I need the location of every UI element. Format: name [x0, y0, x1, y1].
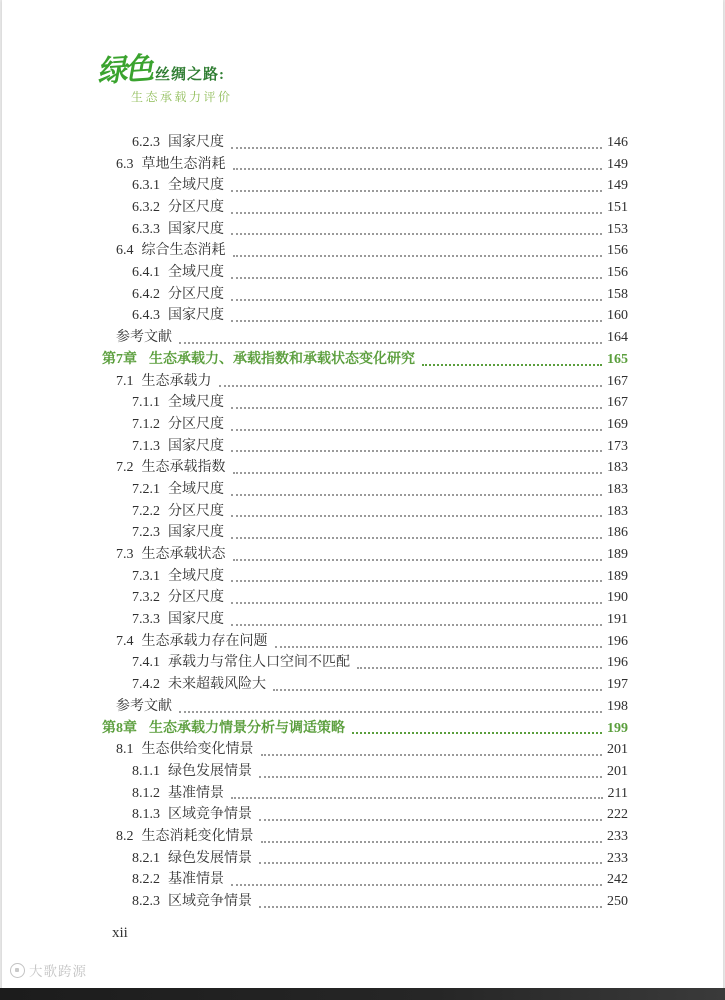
- toc-entry-number: 7.2.1: [132, 481, 160, 497]
- toc-leader-dots: [231, 233, 602, 235]
- toc-leader-dots: [231, 299, 602, 301]
- toc-entry-page: 167: [607, 373, 628, 389]
- toc-entry-page: 165: [607, 351, 628, 367]
- toc-entry-page: 197: [607, 677, 628, 693]
- toc-entry: [102, 175, 628, 197]
- toc-entry-title: 分区尺度: [168, 503, 224, 519]
- toc-entry-page: 156: [607, 243, 628, 259]
- toc-entry-title: 区域竞争情景: [168, 807, 252, 823]
- toc-entry: [102, 587, 628, 609]
- toc-entry-title: 分区尺度: [168, 416, 224, 432]
- toc-entry-page: 196: [607, 655, 628, 671]
- toc-leader-dots: [231, 320, 602, 322]
- toc-leader-dots: [275, 646, 603, 648]
- toc-entry-title: 国家尺度: [168, 438, 224, 454]
- toc-entry: [102, 696, 628, 718]
- toc-entry-number: 8.1.1: [132, 763, 160, 779]
- bottom-edge-bar: [0, 988, 725, 1000]
- toc-entry: [102, 522, 628, 544]
- toc-entry-number: 8.1.3: [132, 807, 160, 823]
- toc-entry-page: 158: [607, 286, 628, 302]
- toc-entry-number: 7.3: [116, 547, 134, 563]
- toc-entry-page: 169: [607, 416, 628, 432]
- toc-entry-title: 国家尺度: [168, 308, 224, 324]
- toc-entry-title: 国家尺度: [168, 612, 224, 628]
- toc-entry-page: 183: [607, 481, 628, 497]
- toc-entry: [102, 631, 628, 653]
- toc-entry-page: 167: [607, 395, 628, 411]
- toc-entry-page: 233: [607, 850, 628, 866]
- toc-entry: [102, 826, 628, 848]
- toc-entry-number: 6.3: [116, 156, 134, 172]
- toc-entry-title: 生态承载指数: [141, 460, 226, 476]
- toc-leader-dots: [231, 450, 602, 452]
- toc-entry-page: 151: [607, 200, 628, 216]
- toc-entry-title: 综合生态消耗: [141, 243, 226, 259]
- toc-entry: [102, 240, 628, 262]
- toc-entry: [102, 653, 628, 675]
- toc-entry-number: 7.4.2: [132, 677, 160, 693]
- toc-entry-number: 第7章: [102, 351, 137, 367]
- toc-entry: [102, 306, 628, 328]
- toc-entry-page: 186: [607, 525, 628, 541]
- toc-entry-title: 全域尺度: [168, 568, 224, 584]
- toc-entry-number: 6.3.1: [132, 178, 160, 194]
- toc-entry-number: 7.1.1: [132, 395, 160, 411]
- toc-entry-number: 第8章: [102, 720, 137, 736]
- toc-leader-dots: [231, 407, 602, 409]
- toc-entry-page: 173: [607, 438, 628, 454]
- toc-entry-number: 7.3.3: [132, 612, 160, 628]
- toc-entry-page: 201: [607, 763, 628, 779]
- toc-leader-dots: [231, 212, 602, 214]
- logo-title-line: [95, 52, 233, 89]
- toc-entry-number: 8.2: [116, 828, 134, 844]
- toc-entry-number: 6.4.2: [132, 286, 160, 302]
- toc-entry-page: 153: [607, 221, 628, 237]
- toc-entry-title: 分区尺度: [168, 200, 224, 216]
- toc-entry-number: 7.1.2: [132, 416, 160, 432]
- toc-entry-page: 189: [607, 568, 628, 584]
- toc-entry-title: 参考文献: [116, 698, 172, 714]
- toc-entry: [102, 154, 628, 176]
- toc-entry-title: 生态消耗变化情景: [141, 828, 254, 844]
- book-page: [2, 0, 723, 1000]
- toc-entry-number: 7.2.2: [132, 503, 160, 519]
- toc-leader-dots: [357, 667, 602, 669]
- toc-entry-page: 189: [607, 547, 628, 563]
- toc-entry: [102, 327, 628, 349]
- logo-subtitle-text: 生态承载力评价: [131, 90, 233, 104]
- toc-entry: [102, 544, 628, 566]
- toc-entry: [102, 501, 628, 523]
- toc-entry-title: 全域尺度: [168, 178, 224, 194]
- watermark: [10, 960, 87, 980]
- toc-entry-number: 6.4.1: [132, 265, 160, 281]
- toc-leader-dots: [231, 429, 602, 431]
- toc-leader-dots: [231, 602, 602, 604]
- toc-leader-dots: [259, 819, 602, 821]
- toc-entry-page: 196: [607, 633, 628, 649]
- toc-entry-number: 8.2.1: [132, 850, 160, 866]
- toc-leader-dots: [259, 906, 602, 908]
- logo-script-text: 绿色: [95, 52, 153, 89]
- toc-entry: [102, 371, 628, 393]
- toc-entry-title: 全域尺度: [168, 265, 224, 281]
- book-logo: [95, 52, 233, 105]
- toc-leader-dots: [261, 841, 603, 843]
- toc-entry: [102, 609, 628, 631]
- toc-entry-page: 164: [607, 330, 628, 346]
- toc-entry-page: 190: [607, 590, 628, 606]
- toc-entry-number: 6.4: [116, 243, 134, 259]
- toc-entry-page: 242: [607, 872, 628, 888]
- toc-entry-title: 生态承载力: [141, 373, 212, 389]
- toc-entry: [102, 761, 628, 783]
- toc-entry-number: 6.4.3: [132, 308, 160, 324]
- toc-entry-title: 参考文献: [116, 330, 172, 346]
- toc-leader-dots: [231, 797, 603, 799]
- toc-leader-dots: [231, 580, 602, 582]
- toc-leader-dots: [179, 711, 602, 713]
- toc-entry-page: 211: [607, 785, 628, 801]
- toc-leader-dots: [259, 862, 602, 864]
- logo-title-text: 丝绸之路:: [155, 67, 225, 83]
- toc-entry: [102, 414, 628, 436]
- toc-entry: [102, 262, 628, 284]
- toc-entry: [102, 479, 628, 501]
- toc-list: [102, 132, 628, 913]
- toc-leader-dots: [422, 364, 602, 366]
- toc-entry: [102, 566, 628, 588]
- toc-entry: [102, 284, 628, 306]
- toc-entry: [102, 436, 628, 458]
- toc-entry-number: 7.4: [116, 633, 134, 649]
- toc-entry-number: 7.1: [116, 373, 134, 389]
- toc-leader-dots: [231, 494, 602, 496]
- toc-entry-title: 国家尺度: [168, 525, 224, 541]
- toc-entry-page: 156: [607, 265, 628, 281]
- toc-leader-dots: [259, 776, 602, 778]
- toc-entry: [102, 197, 628, 219]
- toc-entry-page: 160: [607, 308, 628, 324]
- toc-entry-number: 7.2.3: [132, 525, 160, 541]
- toc-entry-page: 201: [607, 742, 628, 758]
- toc-entry-number: 6.2.3: [132, 134, 160, 150]
- toc-entry-page: 149: [607, 156, 628, 172]
- toc-leader-dots: [179, 342, 602, 344]
- toc-entry: [102, 674, 628, 696]
- toc-entry-page: 233: [607, 828, 628, 844]
- toc-entry: [102, 457, 628, 479]
- toc-leader-dots: [273, 689, 602, 691]
- toc-entry-title: 全域尺度: [168, 481, 224, 497]
- toc-chapter-entry: [102, 718, 628, 740]
- toc-entry-number: 6.3.3: [132, 221, 160, 237]
- toc-entry-title: 国家尺度: [168, 221, 224, 237]
- toc-entry-title: 草地生态消耗: [141, 156, 226, 172]
- toc-entry-number: 7.1.3: [132, 438, 160, 454]
- toc-leader-dots: [231, 190, 602, 192]
- watermark-text: 大歌跨源: [29, 964, 87, 979]
- toc-leader-dots: [261, 754, 603, 756]
- toc-entry-title: 基准情景: [168, 872, 224, 888]
- toc-entry-number: 8.1.2: [132, 785, 160, 801]
- toc-entry: [102, 804, 628, 826]
- toc-entry-title: 分区尺度: [168, 590, 224, 606]
- toc-leader-dots: [233, 255, 603, 257]
- toc-entry-page: 183: [607, 460, 628, 476]
- toc-entry-number: 8.2.3: [132, 894, 160, 910]
- toc-entry-title: 承载力与常住人口空间不匹配: [168, 655, 350, 671]
- toc-entry-page: 149: [607, 178, 628, 194]
- toc-entry: [102, 848, 628, 870]
- toc-entry-page: 222: [607, 807, 628, 823]
- toc-entry-title: 绿色发展情景: [168, 763, 252, 779]
- toc-leader-dots: [231, 537, 602, 539]
- toc-leader-dots: [233, 168, 603, 170]
- toc-entry-title: 生态承载力、承载指数和承载状态变化研究: [149, 351, 415, 367]
- toc-entry-title: 基准情景: [168, 785, 224, 801]
- toc-entry-page: 191: [607, 612, 628, 628]
- toc-entry-title: 区域竞争情景: [168, 894, 252, 910]
- page-number: xii: [112, 925, 128, 941]
- toc-entry-page: 199: [607, 720, 628, 736]
- toc-leader-dots: [233, 559, 603, 561]
- toc-leader-dots: [231, 147, 602, 149]
- toc-entry-page: 250: [607, 894, 628, 910]
- toc-entry: [102, 219, 628, 241]
- toc-entry-number: 8.1: [116, 742, 134, 758]
- toc-leader-dots: [352, 732, 602, 734]
- toc-leader-dots: [233, 472, 603, 474]
- toc-leader-dots: [231, 515, 602, 517]
- toc-entry-title: 生态供给变化情景: [141, 742, 254, 758]
- toc-entry-number: 7.2: [116, 460, 134, 476]
- toc-entry-page: 198: [607, 698, 628, 714]
- toc-entry-title: 国家尺度: [168, 134, 224, 150]
- toc-entry-page: 146: [607, 134, 628, 150]
- toc-entry: [102, 869, 628, 891]
- toc-entry-title: 生态承载力存在问题: [141, 633, 268, 649]
- toc-entry: [102, 891, 628, 913]
- watermark-logo-icon: [10, 963, 25, 978]
- toc-chapter-entry: [102, 349, 628, 371]
- toc-entry-number: 7.4.1: [132, 655, 160, 671]
- toc-entry: [102, 392, 628, 414]
- toc-leader-dots: [231, 884, 602, 886]
- toc-entry-number: 7.3.1: [132, 568, 160, 584]
- toc-entry-title: 分区尺度: [168, 286, 224, 302]
- toc-leader-dots: [219, 385, 603, 387]
- toc-entry: [102, 739, 628, 761]
- toc-entry-title: 未来超载风险大: [168, 677, 266, 693]
- toc-entry-title: 绿色发展情景: [168, 850, 252, 866]
- toc-entry-page: 183: [607, 503, 628, 519]
- toc-entry-number: 8.2.2: [132, 872, 160, 888]
- toc-entry-number: 7.3.2: [132, 590, 160, 606]
- toc-entry: [102, 783, 628, 805]
- toc-entry-title: 全域尺度: [168, 395, 224, 411]
- toc-leader-dots: [231, 624, 602, 626]
- toc-entry-title: 生态承载状态: [141, 547, 226, 563]
- toc-entry: [102, 132, 628, 154]
- toc-entry-title: 生态承载力情景分析与调适策略: [149, 720, 345, 736]
- toc-leader-dots: [231, 277, 602, 279]
- toc-entry-number: 6.3.2: [132, 200, 160, 216]
